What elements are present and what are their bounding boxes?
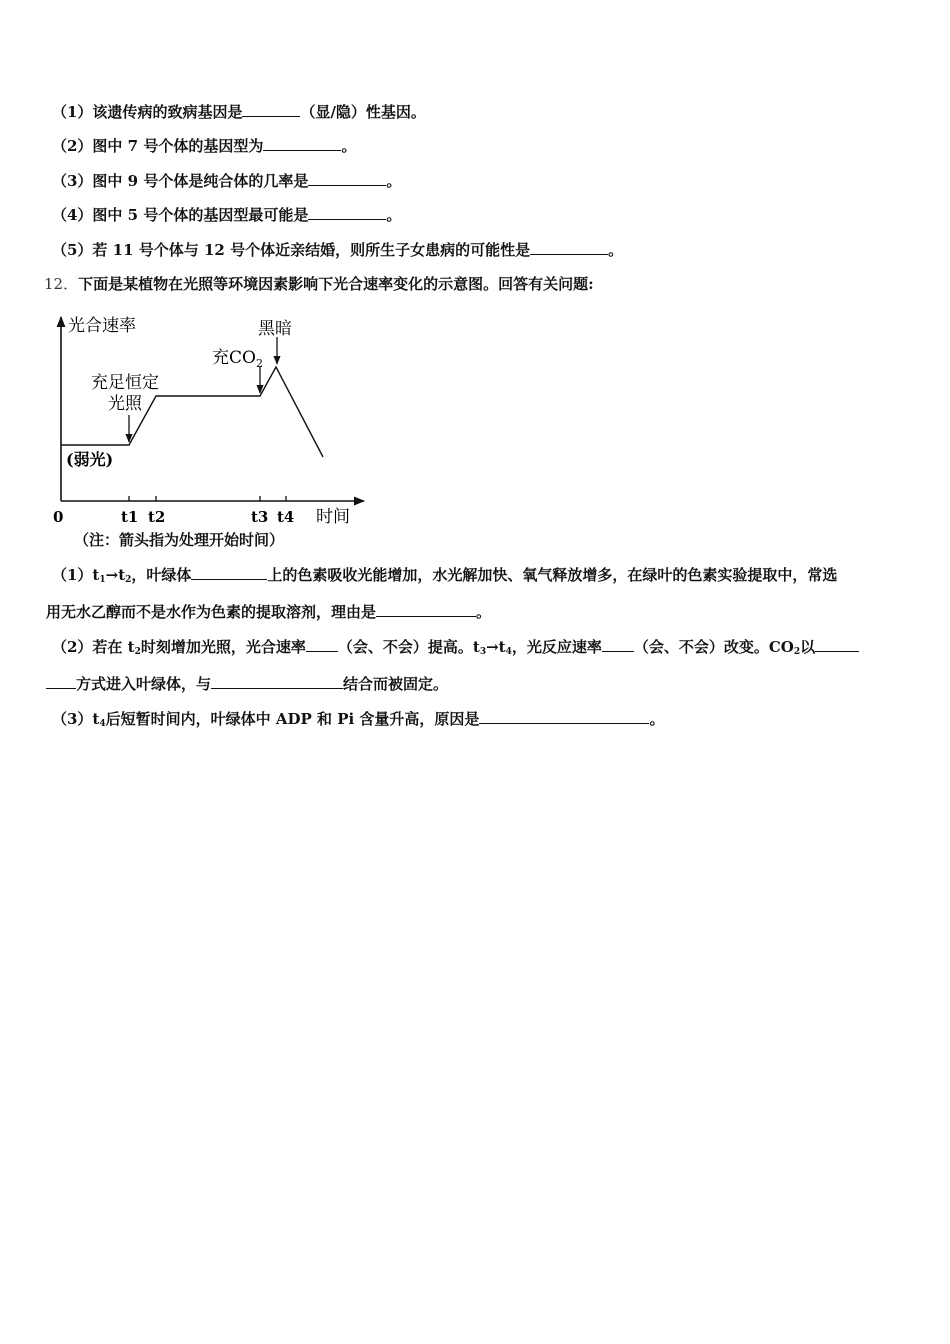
- answer-blank[interactable]: [815, 637, 859, 652]
- q12-part2-line1: [52, 637, 859, 662]
- q12-part1-text: ，叶绿体: [131, 566, 192, 584]
- q12-stem-text: 下面是某植物在光照等环境因素影响下光合速率变化的示意图。回答有关问题:: [78, 275, 594, 293]
- sufficient-light-label-2: 光照: [108, 394, 142, 414]
- dark-label: 黑暗: [258, 319, 292, 339]
- q12-part2-text: （会、不会）提高。t: [337, 638, 480, 656]
- answer-blank[interactable]: [242, 102, 300, 117]
- q12-part2-text: 时刻增加光照，光合速率: [140, 638, 306, 656]
- q11-item-1: [52, 102, 426, 122]
- q11-item-5-text: （5）若 11 号个体与 12 号个体近亲结婚，则所生子女患病的可能性是: [52, 241, 531, 259]
- q12-part1-text: 用无水乙醇而不是水作为色素的提取溶剂，理由是: [46, 603, 377, 621]
- answer-blank[interactable]: [530, 240, 608, 255]
- q11-item-2-suffix: 。: [341, 137, 357, 155]
- co2-label: 充$CO_2$: [212, 348, 263, 370]
- q12-part2-text: 结合而被固定。: [343, 675, 449, 693]
- q12-part3: [52, 709, 664, 734]
- q11-item-2-text: （2）图中 7 号个体的基因型为: [52, 137, 264, 155]
- q12-part2-text: （2）若在 t: [52, 638, 135, 656]
- q11-item-3-text: （3）图中 9 号个体是纯合体的几率是: [52, 172, 309, 190]
- q12-part1-text: 。: [476, 603, 492, 621]
- q12-part1-line2: [46, 602, 491, 622]
- q12-part2-text: 以: [800, 638, 816, 656]
- q12-part2-text: ，光反应速率: [511, 638, 602, 656]
- origin-label: 0: [53, 508, 64, 526]
- answer-blank[interactable]: [308, 205, 386, 220]
- q12-part1-text: （1）t: [52, 566, 100, 584]
- weak-light-label: (弱光): [66, 450, 114, 469]
- figure-note: [74, 530, 284, 550]
- q11-item-3-suffix: 。: [386, 172, 402, 190]
- question-number: 12．: [44, 275, 79, 293]
- q12-part2-line2: [46, 674, 448, 694]
- q11-item-5-suffix: 。: [608, 241, 624, 259]
- q12-part1-line1: [52, 565, 837, 590]
- subscript: 2: [793, 647, 801, 657]
- q11-item-4-suffix: 。: [386, 206, 402, 224]
- q12-part1-text: 上的色素吸收光能增加，水光解加快、氧气释放增多，在绿叶的色素实验提取中，常选: [267, 566, 838, 584]
- q12-stem: [44, 274, 594, 294]
- q11-item-1-suffix: （显/隐）性基因。: [300, 103, 426, 121]
- q11-item-2: [52, 136, 356, 156]
- tick-label-t2: t2: [148, 508, 166, 526]
- q12-part3-text: 后短暂时间内，叶绿体中 ADP 和 Pi 含量升高，原因是: [105, 710, 480, 728]
- q11-item-4-text: （4）图中 5 号个体的基因型最可能是: [52, 206, 309, 224]
- subscript: 2: [134, 647, 141, 657]
- q12-part2-text: （会、不会）改变。CO: [633, 638, 794, 656]
- figure-note-text: （注：箭头指为处理开始时间）: [74, 531, 285, 549]
- subscript: 4: [99, 719, 106, 729]
- answer-blank[interactable]: [211, 674, 343, 689]
- sufficient-light-label-1: 充足恒定: [91, 373, 159, 393]
- answer-blank[interactable]: [306, 637, 338, 652]
- q12-part3-text: （3）t: [52, 710, 100, 728]
- tick-label-t3: t3: [251, 508, 269, 526]
- q11-item-3: [52, 171, 401, 191]
- y-axis-label: 光合速率: [68, 316, 136, 336]
- x-axis-label: 时间: [316, 507, 350, 527]
- answer-blank[interactable]: [602, 637, 634, 652]
- q11-item-4: [52, 205, 401, 225]
- photosynthesis-rate-chart: [44, 305, 374, 530]
- subscript: 4: [505, 647, 512, 657]
- q11-item-5: [52, 240, 623, 260]
- subscript: 1: [99, 575, 106, 585]
- tick-label-t1: t1: [121, 508, 139, 526]
- q12-part2-text: 方式进入叶绿体，与: [76, 675, 212, 693]
- answer-blank[interactable]: [46, 674, 76, 689]
- subscript: 3: [479, 647, 487, 657]
- subscript: 2: [125, 575, 132, 585]
- answer-blank[interactable]: [308, 171, 386, 186]
- answer-blank[interactable]: [376, 602, 476, 617]
- q11-item-1-text: （1）该遗传病的致病基因是: [52, 103, 243, 121]
- answer-blank[interactable]: [191, 565, 267, 580]
- answer-blank[interactable]: [263, 136, 341, 151]
- tick-label-t4: t4: [277, 508, 295, 526]
- q12-part1-text: →t: [105, 566, 126, 584]
- answer-blank[interactable]: [479, 709, 649, 724]
- q12-part2-text: →t: [486, 638, 506, 656]
- q12-part3-text: 。: [649, 710, 665, 728]
